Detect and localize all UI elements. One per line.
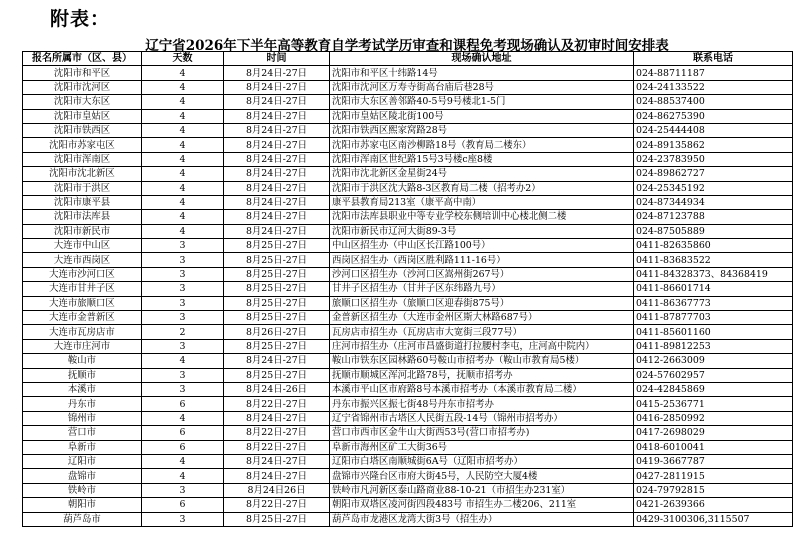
table-row — [23, 426, 793, 440]
phone-cell: 024-25444408 — [634, 123, 793, 137]
phone-cell: 024-87344934 — [634, 195, 793, 209]
phone-cell: 024-25345192 — [634, 181, 793, 195]
phone-cell: 0411-86367773 — [634, 296, 793, 310]
region-cell: 沈阳市铁西区 — [23, 123, 142, 137]
phone-cell: 024-88711187 — [634, 66, 793, 80]
days-cell: 2 — [142, 325, 224, 339]
table-row — [23, 325, 793, 339]
address-cell: 沈阳市铁西区熙家窝路28号 — [330, 123, 634, 137]
phone-cell: 024-86275390 — [634, 109, 793, 123]
region-cell: 鞍山市 — [23, 354, 142, 368]
time-cell: 8月24日-27日 — [224, 411, 330, 425]
days-cell: 4 — [142, 469, 224, 483]
time-cell: 8月24日-27日 — [224, 454, 330, 468]
column-header-address: 现场确认地址 — [330, 52, 634, 66]
region-cell: 大连市庄河市 — [23, 339, 142, 353]
region-cell: 阜新市 — [23, 440, 142, 454]
table-row — [23, 440, 793, 454]
phone-cell: 024-42845869 — [634, 382, 793, 396]
region-cell: 大连市金普新区 — [23, 311, 142, 325]
region-cell: 沈阳市苏家屯区 — [23, 138, 142, 152]
table-row — [23, 354, 793, 368]
days-cell: 3 — [142, 339, 224, 353]
table-row — [23, 224, 793, 238]
address-cell: 辽阳市白塔区南顺城街6A号（辽阳市招考办） — [330, 454, 634, 468]
address-cell: 沈阳市和平区十纬路14号 — [330, 66, 634, 80]
time-cell: 8月25日-27日 — [224, 267, 330, 281]
time-cell: 8月25日-27日 — [224, 239, 330, 253]
days-cell: 4 — [142, 109, 224, 123]
time-cell: 8月24日-27日 — [224, 181, 330, 195]
schedule-table — [22, 51, 793, 527]
days-cell: 4 — [142, 411, 224, 425]
appendix-heading: 附表： — [50, 8, 111, 30]
address-cell: 本溪市平山区市府路8号本溪市招考办（本溪市教育局二楼） — [330, 382, 634, 396]
days-cell: 4 — [142, 181, 224, 195]
phone-cell: 024-89135862 — [634, 138, 793, 152]
phone-cell: 0419-3667787 — [634, 454, 793, 468]
region-cell: 锦州市 — [23, 411, 142, 425]
time-cell: 8月24日-26日 — [224, 382, 330, 396]
table-row — [23, 167, 793, 181]
region-cell: 沈阳市新民市 — [23, 224, 142, 238]
address-cell: 辽宁省锦州市古塔区人民街五段-14号（锦州市招考办） — [330, 411, 634, 425]
address-cell: 瓦房店市招生办（瓦房店市大宽街三段77号） — [330, 325, 634, 339]
table-row — [23, 469, 793, 483]
table-row — [23, 181, 793, 195]
time-cell: 8月25日-27日 — [224, 339, 330, 353]
table-row — [23, 138, 793, 152]
days-cell: 4 — [142, 210, 224, 224]
phone-cell: 0417-2698029 — [634, 426, 793, 440]
time-cell: 8月22日-27日 — [224, 397, 330, 411]
table-row — [23, 109, 793, 123]
document-title: 辽宁省2026年下半年高等教育自学考试学历审查和课程免考现场确认及初审时间安排表 — [145, 38, 669, 54]
region-cell: 沈阳市康平县 — [23, 195, 142, 209]
time-cell: 8月24日-27日 — [224, 123, 330, 137]
time-cell: 8月26日-27日 — [224, 325, 330, 339]
time-cell: 8月22日-27日 — [224, 426, 330, 440]
region-cell: 沈阳市和平区 — [23, 66, 142, 80]
days-cell: 6 — [142, 397, 224, 411]
days-cell: 4 — [142, 224, 224, 238]
region-cell: 沈阳市浑南区 — [23, 152, 142, 166]
phone-cell: 0411-87877703 — [634, 311, 793, 325]
phone-cell: 0412-2663009 — [634, 354, 793, 368]
address-cell: 中山区招生办（中山区长江路100号） — [330, 239, 634, 253]
time-cell: 8月22日-27日 — [224, 498, 330, 512]
days-cell: 4 — [142, 95, 224, 109]
region-cell: 大连市西岗区 — [23, 253, 142, 267]
time-cell: 8月25日-27日 — [224, 296, 330, 310]
time-cell: 8月24日-27日 — [224, 224, 330, 238]
region-cell: 丹东市 — [23, 397, 142, 411]
region-cell: 大连市瓦房店市 — [23, 325, 142, 339]
address-cell: 沈阳市法库县职业中等专业学校东侧培训中心楼北侧二楼 — [330, 210, 634, 224]
table-row — [23, 210, 793, 224]
phone-cell: 024-57602957 — [634, 368, 793, 382]
table-row — [23, 512, 793, 526]
table-row — [23, 296, 793, 310]
days-cell: 3 — [142, 253, 224, 267]
phone-cell: 0418-6010041 — [634, 440, 793, 454]
region-cell: 本溪市 — [23, 382, 142, 396]
table-header-row — [23, 52, 793, 66]
phone-cell: 0416-2850992 — [634, 411, 793, 425]
phone-cell: 0427-2811915 — [634, 469, 793, 483]
days-cell: 6 — [142, 426, 224, 440]
time-cell: 8月25日-27日 — [224, 368, 330, 382]
phone-cell: 024-87505889 — [634, 224, 793, 238]
region-cell: 沈阳市于洪区 — [23, 181, 142, 195]
address-cell: 盘锦市兴隆台区市府大街45号，人民防空大厦4楼 — [330, 469, 634, 483]
days-cell: 4 — [142, 80, 224, 94]
days-cell: 3 — [142, 267, 224, 281]
table-row — [23, 498, 793, 512]
days-cell: 4 — [142, 66, 224, 80]
table-row — [23, 382, 793, 396]
address-cell: 营口市西市区金牛山大街西53号(营口市招考办) — [330, 426, 634, 440]
region-cell: 大连市旅顺口区 — [23, 296, 142, 310]
time-cell: 8月24日-27日 — [224, 138, 330, 152]
time-cell: 8月25日-27日 — [224, 282, 330, 296]
time-cell: 8月24日-27日 — [224, 95, 330, 109]
time-cell: 8月24日-27日 — [224, 195, 330, 209]
address-cell: 铁岭市凡河新区泰山路商业88-10-21（市招生办231室） — [330, 483, 634, 497]
days-cell: 3 — [142, 368, 224, 382]
days-cell: 4 — [142, 152, 224, 166]
time-cell: 8月24日-27日 — [224, 210, 330, 224]
time-cell: 8月24日26日 — [224, 483, 330, 497]
time-cell: 8月24日-27日 — [224, 80, 330, 94]
days-cell: 4 — [142, 167, 224, 181]
address-cell: 沈阳市沈河区万寿寺街高台庙后巷28号 — [330, 80, 634, 94]
phone-cell: 024-79792815 — [634, 483, 793, 497]
table-row — [23, 267, 793, 281]
address-cell: 朝阳市双塔区凌河街四段483号 市招生办二楼206、211室 — [330, 498, 634, 512]
days-cell: 4 — [142, 354, 224, 368]
address-cell: 沈阳市皇姑区陵北街100号 — [330, 109, 634, 123]
time-cell: 8月25日-27日 — [224, 253, 330, 267]
address-cell: 沈阳市浑南区世纪路15号3号楼c座8楼 — [330, 152, 634, 166]
table-row — [23, 239, 793, 253]
address-cell: 沈阳市苏家屯区南沙柳路18号（教育局二楼东） — [330, 138, 634, 152]
address-cell: 沈阳市沈北新区金星街24号 — [330, 167, 634, 181]
address-cell: 康平县教育局213室（康平高中南） — [330, 195, 634, 209]
table-row — [23, 80, 793, 94]
days-cell: 3 — [142, 239, 224, 253]
address-cell: 金普新区招生办（大连市金州区斯大林路687号） — [330, 311, 634, 325]
region-cell: 抚顺市 — [23, 368, 142, 382]
column-header-region: 报名所属市（区、县） — [23, 52, 142, 66]
table-row — [23, 282, 793, 296]
time-cell: 8月24日-27日 — [224, 66, 330, 80]
region-cell: 大连市甘井子区 — [23, 282, 142, 296]
table-row — [23, 311, 793, 325]
time-cell: 8月24日-27日 — [224, 469, 330, 483]
phone-cell: 0411-89812253 — [634, 339, 793, 353]
address-cell: 旅顺口区招生办（旅顺口区迎春街875号） — [330, 296, 634, 310]
days-cell: 3 — [142, 512, 224, 526]
table-row — [23, 253, 793, 267]
region-cell: 营口市 — [23, 426, 142, 440]
phone-cell: 024-88537400 — [634, 95, 793, 109]
table-row — [23, 368, 793, 382]
address-cell: 沈阳市新民市辽河大街89-3号 — [330, 224, 634, 238]
phone-cell: 0411-84328373、84368419 — [634, 267, 793, 281]
region-cell: 沈阳市大东区 — [23, 95, 142, 109]
address-cell: 沈阳市大东区善邻路40-5号9号楼北1-5门 — [330, 95, 634, 109]
phone-cell: 0411-85601160 — [634, 325, 793, 339]
time-cell: 8月24日-27日 — [224, 109, 330, 123]
phone-cell: 0411-86601714 — [634, 282, 793, 296]
phone-cell: 0415-2536771 — [634, 397, 793, 411]
days-cell: 4 — [142, 138, 224, 152]
address-cell: 沈阳市于洪区沈大路8-3区教育局二楼（招考办2） — [330, 181, 634, 195]
table-row — [23, 195, 793, 209]
days-cell: 3 — [142, 311, 224, 325]
region-cell: 沈阳市皇姑区 — [23, 109, 142, 123]
days-cell: 4 — [142, 123, 224, 137]
days-cell: 3 — [142, 296, 224, 310]
table-row — [23, 411, 793, 425]
region-cell: 沈阳市沈北新区 — [23, 167, 142, 181]
table-row — [23, 66, 793, 80]
time-cell: 8月25日-27日 — [224, 512, 330, 526]
region-cell: 沈阳市法库县 — [23, 210, 142, 224]
column-header-days: 天数 — [142, 52, 224, 66]
region-cell: 大连市中山区 — [23, 239, 142, 253]
address-cell: 甘井子区招生办（甘井子区东纬路九号） — [330, 282, 634, 296]
days-cell: 3 — [142, 282, 224, 296]
time-cell: 8月24日-27日 — [224, 152, 330, 166]
address-cell: 丹东市振兴区振七街48号丹东市招考办 — [330, 397, 634, 411]
address-cell: 庄河市招生办（庄河市昌盛街道打拉腰村李屯，庄河高中院内） — [330, 339, 634, 353]
phone-cell: 024-89862727 — [634, 167, 793, 181]
region-cell: 辽阳市 — [23, 454, 142, 468]
table-row — [23, 339, 793, 353]
days-cell: 4 — [142, 454, 224, 468]
phone-cell: 024-24133522 — [634, 80, 793, 94]
table-row — [23, 123, 793, 137]
region-cell: 朝阳市 — [23, 498, 142, 512]
phone-cell: 0411-82635860 — [634, 239, 793, 253]
address-cell: 抚顺市顺城区浑河北路78号，抚顺市招考办 — [330, 368, 634, 382]
region-cell: 铁岭市 — [23, 483, 142, 497]
time-cell: 8月24日-27日 — [224, 167, 330, 181]
phone-cell: 0429-3100306,3115507 — [634, 512, 793, 526]
region-cell: 沈阳市沈河区 — [23, 80, 142, 94]
region-cell: 葫芦岛市 — [23, 512, 142, 526]
region-cell: 大连市沙河口区 — [23, 267, 142, 281]
phone-cell: 0421-2639366 — [634, 498, 793, 512]
phone-cell: 024-23783950 — [634, 152, 793, 166]
table-row — [23, 454, 793, 468]
table-row — [23, 483, 793, 497]
days-cell: 6 — [142, 440, 224, 454]
table-row — [23, 397, 793, 411]
column-header-time: 时间 — [224, 52, 330, 66]
address-cell: 沙河口区招生办（沙河口区嵩州街267号） — [330, 267, 634, 281]
region-cell: 盘锦市 — [23, 469, 142, 483]
table-row — [23, 95, 793, 109]
time-cell: 8月22日-27日 — [224, 440, 330, 454]
phone-cell: 0411-83683522 — [634, 253, 793, 267]
column-header-phone: 联系电话 — [634, 52, 793, 66]
phone-cell: 024-87123788 — [634, 210, 793, 224]
address-cell: 阜新市海州区矿工大街36号 — [330, 440, 634, 454]
address-cell: 鞍山市铁东区园林路60号鞍山市招考办（鞍山市教育局5楼） — [330, 354, 634, 368]
time-cell: 8月24日-27日 — [224, 354, 330, 368]
days-cell: 6 — [142, 498, 224, 512]
days-cell: 3 — [142, 483, 224, 497]
days-cell: 4 — [142, 195, 224, 209]
time-cell: 8月25日-27日 — [224, 311, 330, 325]
address-cell: 西岗区招生办（西岗区胜利路111-16号） — [330, 253, 634, 267]
address-cell: 葫芦岛市龙港区龙湾大街3号（招生办） — [330, 512, 634, 526]
table-row — [23, 152, 793, 166]
days-cell: 3 — [142, 382, 224, 396]
